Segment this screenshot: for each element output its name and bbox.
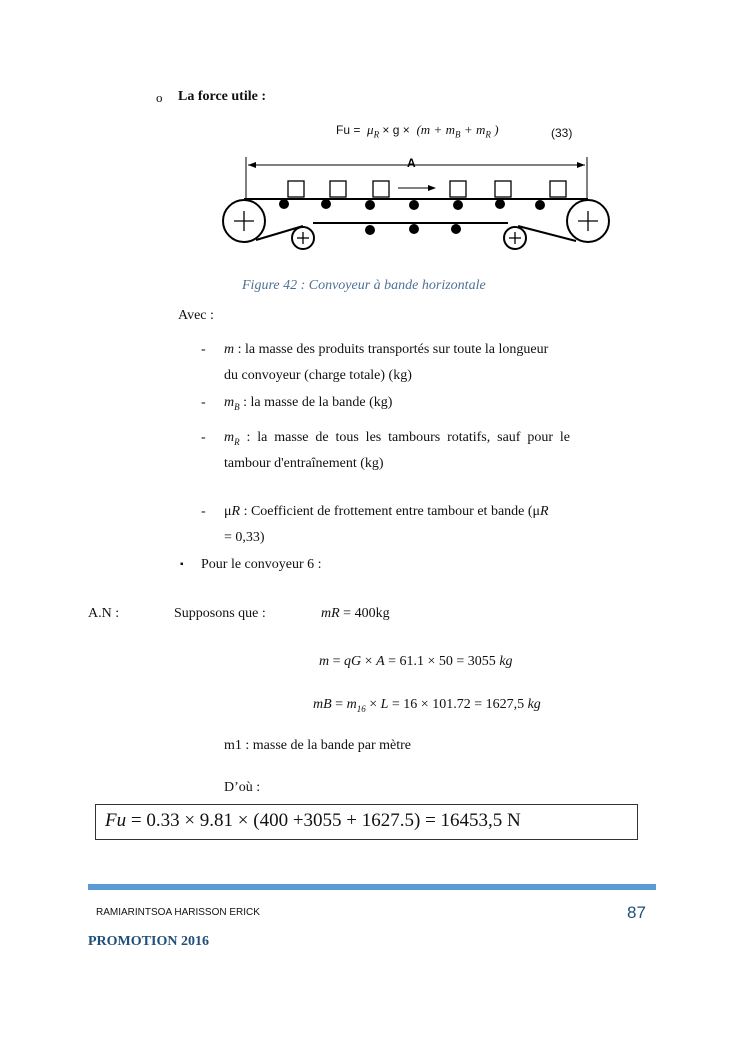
footer-author: RAMIARINTSOA HARISSON ERICK [96, 907, 260, 918]
m1-definition: m1 : masse de la bande par mètre [224, 738, 411, 753]
footer-bar [88, 884, 656, 890]
list-bullet: o [156, 90, 163, 105]
equation-number: (33) [551, 126, 573, 140]
mr-value: mR = 400kg [321, 606, 390, 621]
footer-promotion: PROMOTION 2016 [88, 934, 209, 949]
supposons-label: Supposons que : [174, 606, 266, 621]
definition-dash: - [201, 395, 206, 410]
definition-m-line2: du convoyeur (charge totale) (kg) [224, 368, 412, 383]
section-title: La force utile : [178, 89, 266, 104]
definition-dash: - [201, 504, 206, 519]
dou-label: D’où : [224, 780, 261, 795]
mb-equation: mB = $m_{16} \times L = 16 \times 101.72 = 1627,5$ kg [313, 697, 541, 714]
conveyor-diagram [218, 153, 613, 253]
page-number: 87 [627, 903, 646, 922]
formula-33: $Fu = \mu_R \times g \times (m + m_B + m_R$ ) [336, 122, 499, 140]
definition-dash: - [201, 342, 206, 357]
dimension-label-a: A [407, 156, 416, 170]
avec-label: Avec : [178, 308, 214, 323]
subsection-title: Pour le convoyeur 6 : [201, 557, 322, 572]
an-label: A.N : [88, 606, 120, 621]
definition-mr-line2: tambour d'entraînement (kg) [224, 456, 384, 471]
square-bullet: ▪ [180, 559, 184, 570]
definition-mb: $m_B$ : la masse de la bande (kg) [224, 395, 393, 412]
result-box [95, 804, 638, 840]
definition-m-line1: m : la masse des produits transportés sur toute la longueur [224, 342, 549, 357]
figure-caption: Figure 42 : Convoyeur à bande horizontale [242, 278, 486, 293]
definition-dash: - [201, 430, 206, 445]
definition-mu-line1: μR : Coefficient de frottement entre tambour et bande (μR [224, 504, 549, 519]
result-equation: Fu = 0.33 × 9.81 × (400 +3055 + 1627.5) = 16453,5 N [105, 810, 521, 831]
m-equation: m = qG × A = 61.1 × 50 = 3055 kg [319, 654, 513, 669]
definition-mu-line2: = 0,33) [224, 530, 265, 545]
definition-mr-line1: $m_R$ : la masse de tous les tambours rotatifs, sauf pour le [224, 430, 570, 447]
